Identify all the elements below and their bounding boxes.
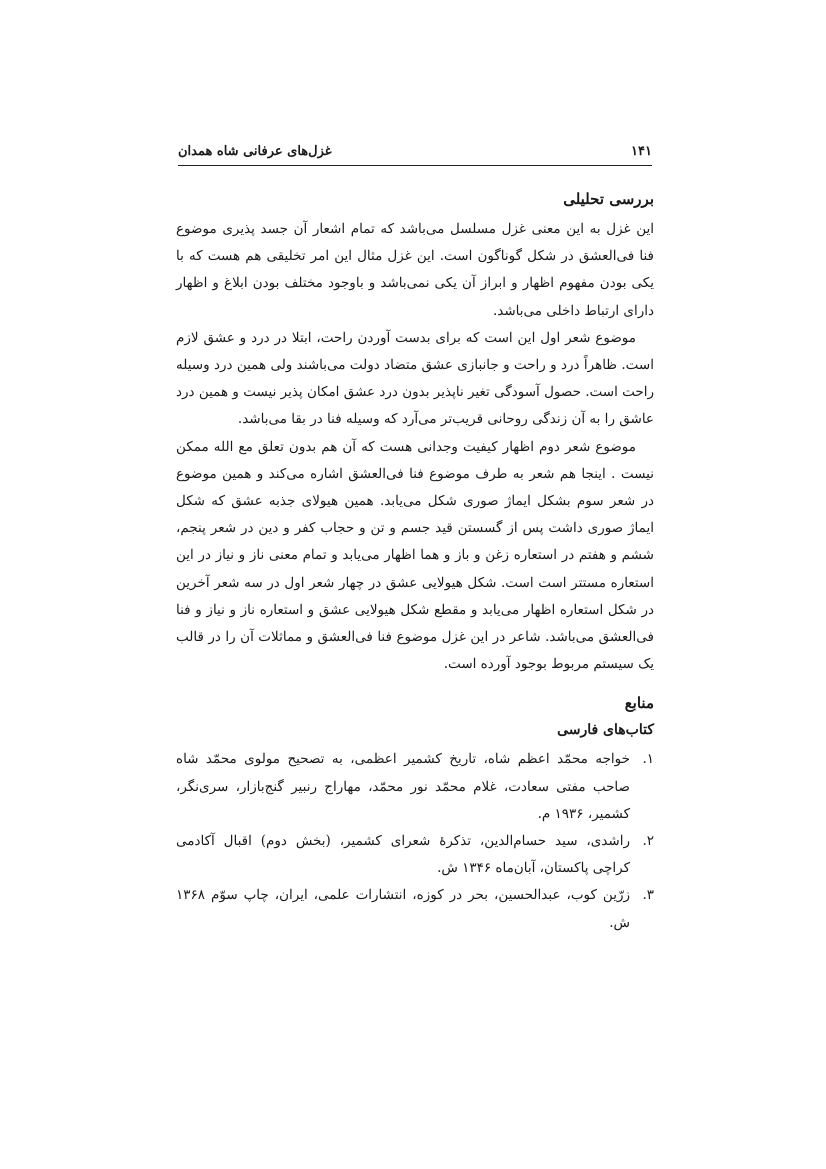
reference-text: راشدی، سید حسام‌الدین، تذکرهٔ شعرای کشمیر، (بخش دوم) اقبال آکادمی کراچی پاکستان، آبان‌ماه ۱۳۴۶ ش. xyxy=(176,833,630,877)
running-title: غزل‌های عرفانی شاه همدان xyxy=(178,144,332,159)
reference-number: ۱. xyxy=(642,751,654,768)
page-body xyxy=(176,186,654,937)
analysis-paragraph-2: موضوع شعر اول این است که برای بدست آوردن راحت، ابتلا در درد و عشق لازم است. ظاهراً درد و راحت و جانبازی عشق متضاد دولت می‌باشند ولی همین درد وسیله راحت است. حصول آسودگی تغیر ناپذیر بدون درد عشق امکان پذیر نیست و همین درد عاشق را به آن زندگی روحانی قریب‌تر می‌آرد که وسیله فنا در بقا می‌باشد. xyxy=(176,329,654,428)
persian-books-heading: کتاب‌های فارسی xyxy=(557,722,654,739)
reference-text: خواجه محمّد اعظم شاه، تاریخ کشمیر اعظمی، به تصحیح مولوی محمّد شاه صاحب مفتی سعادت، غلام محمّد نور محمّد، مهاراج رنبیر گنج‌بازار، سری‌نگر، کشمیر، ۱۹۳۶ م. xyxy=(176,751,630,822)
analysis-paragraph-1: این غزل به این معنی غزل مسلسل می‌باشد که تمام اشعار آن جسد پذیری موضوع فنا فی‌العشق در شکل گوناگون است. این غزل مثال این امر تخلیقی هم هست که با یکی بودن مفهوم اظهار و ابراز آن یکی نمی‌باشد و باوجود مختلف بودن ابلاغ و اظهار دارای ارتباط داخلی می‌باشد. xyxy=(176,221,654,319)
running-header xyxy=(178,143,652,161)
reference-item xyxy=(176,882,654,936)
reference-text: زرّین کوب، عبدالحسین، بحر در کوزه، انتشارات علمی، ایران، چاپ سوّم ۱۳۶۸ ش. xyxy=(176,887,630,931)
page-number: ۱۴۱ xyxy=(631,144,652,159)
analysis-heading: بررسی تحلیلی xyxy=(563,190,654,208)
reference-item xyxy=(176,746,654,828)
reference-list xyxy=(176,746,654,936)
reference-item xyxy=(176,828,654,882)
reference-number: ۳. xyxy=(642,887,654,904)
reference-number: ۲. xyxy=(642,833,654,850)
analysis-paragraph-3: موضوع شعر دوم اظهار کیفیت وجدانی هست که آن هم بدون تعلق مع الله ممکن نیست . اینجا هم شعر به طرف موضوع فنا فی‌العشق اشاره می‌کند و همین موضوع در شعر سوم بشکل ایماژ صوری شکل می‌یابد. همین هیولای جذبه عشق که شکل ایماژ صوری داشت پس از گسستن قید جسم و تن و حجاب کفر و دین در شعر پنجم، ششم و هفتم در استعاره زغن و باز و هما اظهار می‌یابد و تمام معنی ناز و نیاز در این استعاره مستتر است است. شکل هیولایی عشق در چهار شعر اول در سه شعر آخرین در شکل استعاره اظهار می‌یابد و مقطع شکل هیولایی عشق و استعاره ناز و نیاز و فنا فی‌العشق می‌باشد. شاعر در این غزل موضوع فنا فی‌العشق و مماثلات آن را در قالب یک سیستم مربوط بوجود آورده است. xyxy=(176,438,654,673)
sources-heading: منابع xyxy=(624,694,654,713)
header-rule xyxy=(178,165,652,166)
